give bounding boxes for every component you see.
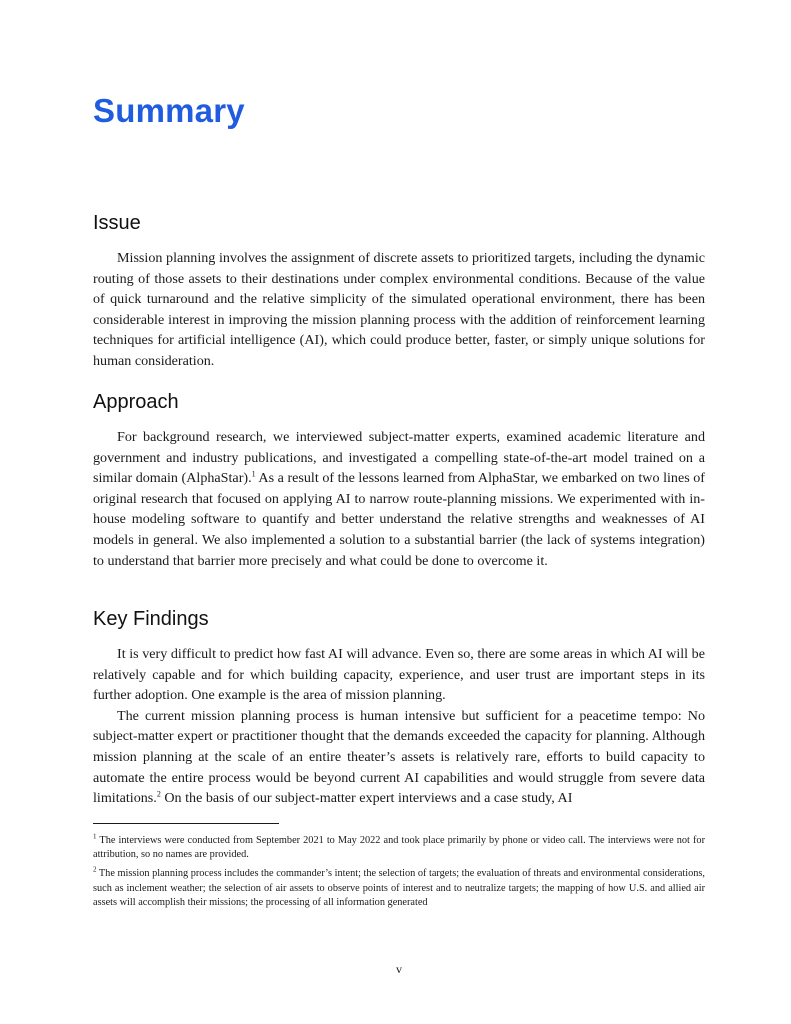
section-body-issue — [93, 248, 705, 372]
footnote — [93, 867, 705, 910]
paragraph — [93, 427, 705, 571]
paragraph: It is very difficult to predict how fast AI will advance. Even so, there are some areas in which AI will be relatively capable and for which building capacity, experience, and user trust are important steps in its further adoption. One example is the area of mission planning. — [93, 646, 705, 704]
footnote-divider — [93, 823, 279, 824]
page-number: v — [396, 962, 402, 976]
paragraph — [93, 706, 705, 809]
paragraph-text: As a result of the lessons learned from AlphaStar, we embarked on two lines of original research that focused on applying AI to narrow route-planning missions. We experimented with in-house modeling software to quantify and better understand the relative strengths and weaknesses of AI models in general. We also implemented a solution to a substantial barrier (the lack of systems integration) to understand that barrier more precisely and what could be done to overcome it. — [93, 470, 705, 569]
footnotes — [93, 834, 705, 915]
section-body-key-findings — [93, 644, 705, 809]
footnote — [93, 834, 705, 862]
paragraph-text: For background research, we interviewed subject-matter experts, examined academic literature and government and industry publications, and investigated a compelling state-of-the-art model trained on a similar domain (AlphaStar). — [93, 429, 705, 487]
document-page — [93, 0, 705, 1024]
section-heading-issue: Issue — [93, 212, 141, 234]
footnote-text: The mission planning process includes the commander’s intent; the selection of targets; the evaluation of threats and environmental considerations, such as inclement weather; the selection of air assets to observe points of interest and to neutralize targets; the mapping of how U.S. and allied air assets will accomplish their missions; the processing of all information generated — [93, 868, 706, 908]
paragraph-text: On the basis of our subject-matter expert interviews and a case study, AI — [160, 790, 573, 807]
section-body-approach — [93, 427, 705, 571]
footnote-ref: 2 — [156, 789, 161, 799]
paragraph: Mission planning involves the assignment of discrete assets to prioritized targets, including the dynamic routing of those assets to their destinations under complex environmental conditions. Because of the value of quick turnaround and the relative simplicity of the simulated operational environment, there has been considerable interest in improving the mission planning process with the addition of reinforcement learning techniques for artificial intelligence (AI), which could produce better, faster, or simply unique solutions for human consideration. — [93, 250, 705, 369]
page-title: Summary — [93, 92, 245, 129]
footnote-text: The interviews were conducted from September 2021 to May 2022 and took place primarily by phone or video call. The interviews were not for attribution, so no names are provided. — [93, 835, 706, 861]
footnote-marker: 1 — [93, 832, 97, 841]
paragraph-text: The current mission planning process is human intensive but sufficient for a peacetime tempo: No subject-matter expert or practitioner thought that the demands exceeded the capacity for planning. Although mission planning at the scale of an entire theater’s assets is relatively rare, efforts to build capacity to automate the entire process would be beyond current AI capabilities and would struggle from severe data limitations. — [93, 707, 705, 807]
section-heading-approach: Approach — [93, 391, 179, 413]
section-heading-key-findings: Key Findings — [93, 608, 209, 630]
footnote-ref: 1 — [251, 469, 256, 479]
footnote-marker: 2 — [93, 865, 97, 874]
